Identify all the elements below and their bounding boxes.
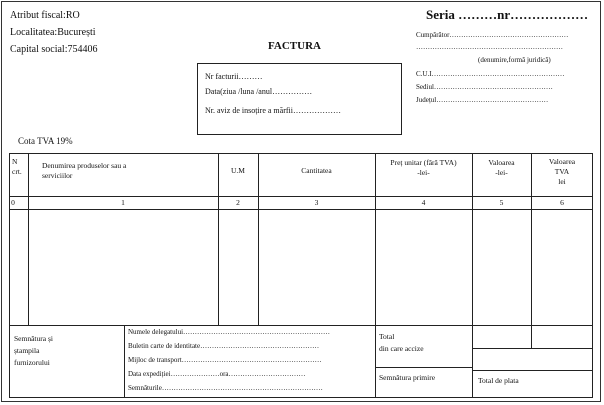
header-unit-price: Preț unitar (fără TVA) -lei-	[390, 158, 457, 177]
index-3: 3	[314, 198, 319, 207]
header-unit: U.M	[231, 166, 245, 175]
total-excise: Total din care accize	[379, 332, 424, 353]
col-divider	[472, 153, 473, 398]
vat-rate: Cota TVA 19%	[18, 136, 73, 146]
footer-divider	[9, 325, 593, 326]
transport-means: Mijloc de transport……………………………………………………	[128, 356, 322, 364]
buyer-name: Cumpărător……………………………………………	[416, 31, 569, 39]
index-2: 2	[236, 198, 240, 207]
header-nr: N crt.	[12, 157, 22, 176]
buyer-cui: C.U.I…………………………………………………	[416, 70, 565, 78]
delivery-note-number: Nr. aviz de insoțire a mărfii………………	[205, 106, 341, 115]
col-divider	[375, 153, 376, 398]
index-1: 1	[121, 198, 125, 207]
index-0: 0	[11, 198, 15, 207]
buyer-county: Județul…………………………………………	[416, 96, 549, 104]
col-divider	[258, 153, 259, 325]
invoice-number: Nr facturii………	[205, 72, 263, 81]
index-5: 5	[499, 198, 504, 207]
supplier-capital: Capital social:754406	[10, 44, 98, 55]
footer-col-divider	[124, 325, 125, 398]
supplier-locality: Localitatea:București	[10, 27, 96, 38]
footer-divider-4	[472, 370, 593, 371]
header-value: Valoarea -lei-	[488, 158, 515, 177]
index-6: 6	[560, 198, 564, 207]
index-divider	[9, 209, 593, 210]
col-divider	[218, 153, 219, 325]
col-divider	[28, 153, 29, 325]
invoice-date: Data(ziua /luna /anul……………	[205, 87, 313, 96]
document-title: FACTURA	[268, 40, 321, 52]
receipt-signature: Semnătura primire	[379, 373, 436, 382]
buyer-headquarters: Sediul……………………………………………	[416, 83, 553, 91]
series-number: Seria ………nr………………	[426, 7, 589, 22]
buyer-name-line2: ………………………………………………………	[416, 43, 563, 51]
supplier-fiscal: Atribut fiscal:RO	[10, 10, 80, 21]
shipping-date: Data expediției…………………ora……………………………	[128, 370, 306, 378]
header-quantity: Cantitatea	[301, 166, 332, 175]
buyer-legal-form-note: (denumire,formă juridică)	[478, 56, 551, 64]
header-divider	[9, 196, 593, 197]
total-payable: Total de plata	[478, 376, 519, 385]
footer-divider-3	[472, 348, 593, 349]
delegate-id-card: Buletin carte de identitate……………………………………………	[128, 342, 320, 350]
header-product-name: Denumirea produselor sau a serviciilor	[42, 161, 127, 180]
header-vat-value: Valoarea TVA lei	[548, 157, 576, 186]
signatures: Semnăturile……………………………………………………………	[128, 384, 323, 392]
supplier-signature: Semnătura și ștampila furnizorului	[14, 334, 53, 367]
index-4: 4	[421, 198, 426, 207]
delegate-name: Numele delegatului………………………………………………………	[128, 328, 331, 336]
footer-divider-2	[375, 367, 472, 368]
